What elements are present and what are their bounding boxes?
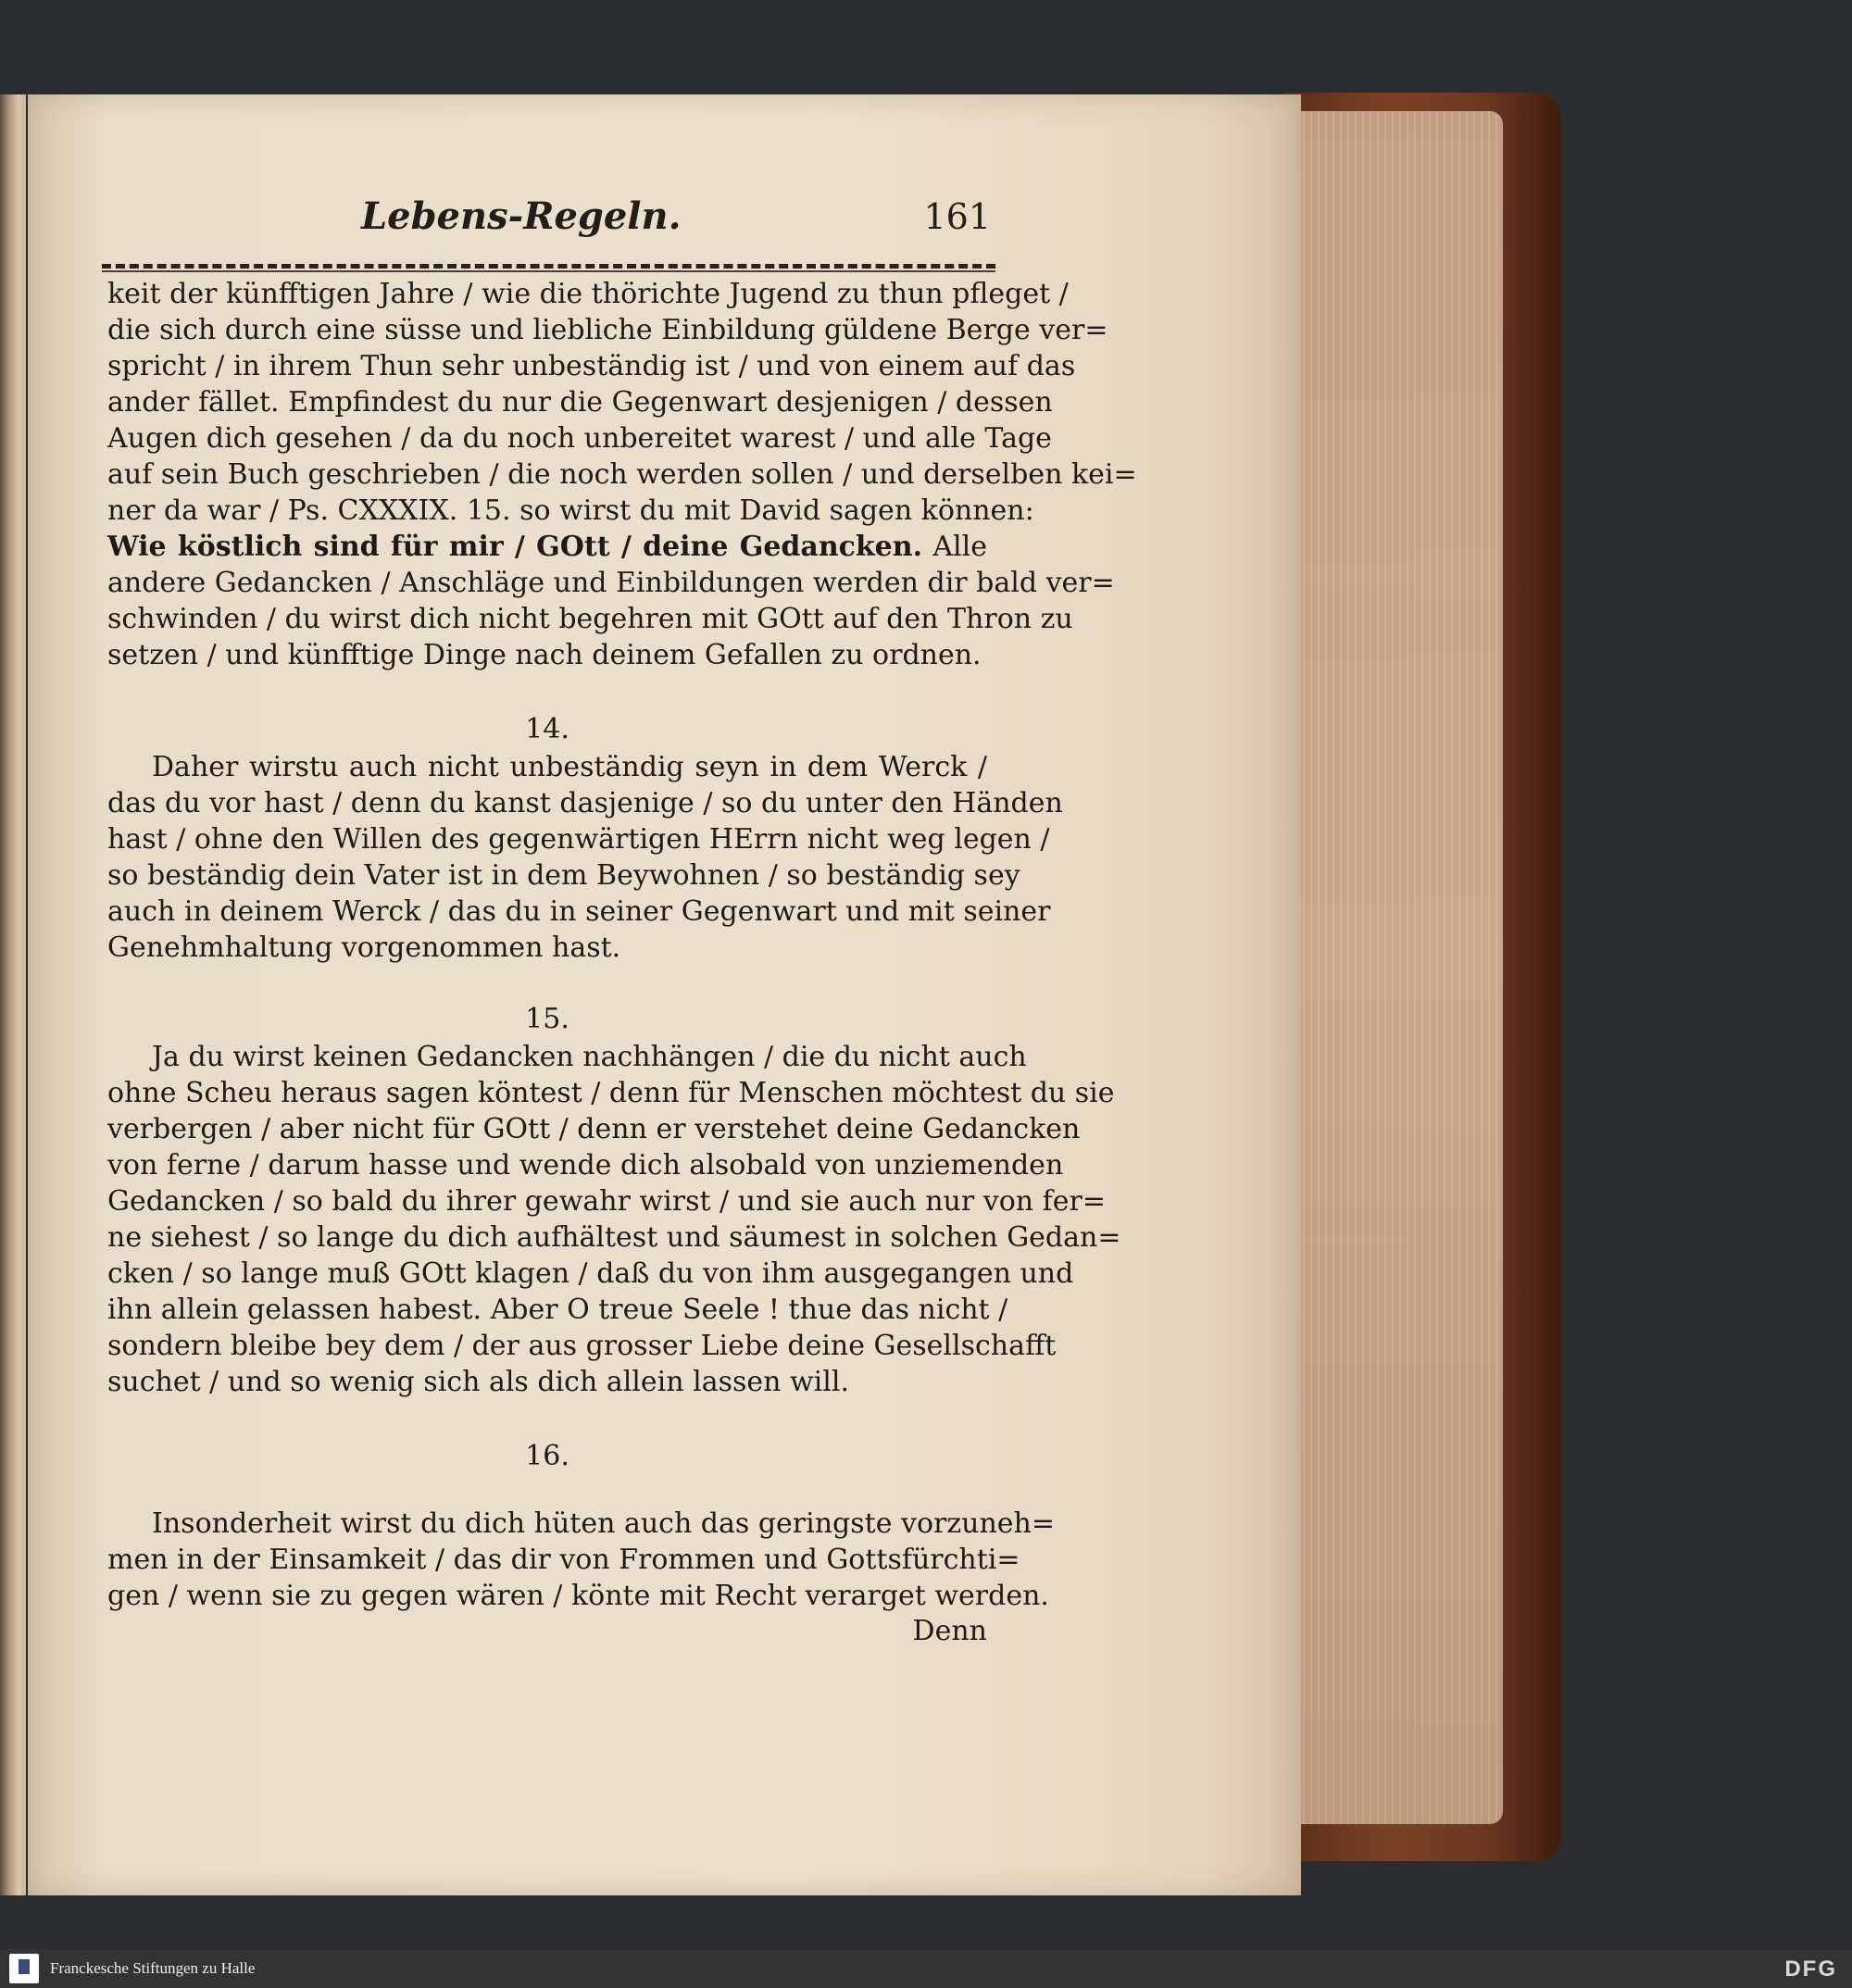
text-line: Daher wirstu auch nicht unbeständig seyn in dem Werck / xyxy=(152,751,987,783)
text-line: verbergen / aber nicht für GOtt / denn er verstehet deine Gedancken xyxy=(107,1113,1081,1145)
text-line: ne siehest / so lange du dich aufhältest und säumest in solchen Gedan= xyxy=(107,1221,1121,1254)
text-line: Gedancken / so bald du ihrer gewahr wirst / und sie auch nur von fer= xyxy=(107,1185,1106,1218)
text-line: sondern bleibe bey dem / der aus grosser Liebe deine Gesellschafft xyxy=(107,1330,1057,1362)
text-line: das du vor hast / denn du kanst dasjenige / so du unter den Händen xyxy=(107,787,1063,819)
section-number-16: 16. xyxy=(525,1440,569,1472)
text-line: ohne Scheu heraus sagen köntest / denn für Menschen möchtest du sie xyxy=(107,1077,1115,1109)
logo-mark xyxy=(19,1959,30,1974)
text-line: gen / wenn sie zu gegen wären / könte mit Recht verarget werden. xyxy=(107,1580,1049,1612)
section-number-14: 14. xyxy=(525,713,569,745)
facing-page-edge xyxy=(0,94,26,1895)
text-line: andere Gedancken / Anschläge und Einbildungen werden dir bald ver= xyxy=(107,567,1115,599)
text-line: suchet / und so wenig sich als dich allein lassen will. xyxy=(107,1366,849,1398)
bold-quote: Wie köstlich sind für mir / GOtt / deine Gedancken. xyxy=(107,531,923,563)
text-line: auf sein Buch geschrieben / die noch werden sollen / und derselben kei= xyxy=(107,458,1137,491)
section-15-text xyxy=(107,1039,1121,1400)
text-line: spricht / in ihrem Thun sehr unbeständig ist / und von einem auf das xyxy=(107,350,1076,382)
viewer-footer xyxy=(0,1949,1852,1988)
quote-line-rest: Alle xyxy=(932,531,987,563)
bold-quote-line xyxy=(107,529,987,565)
text-line: Augen dich gesehen / da du noch unbereitet warest / und alle Tage xyxy=(107,422,1052,455)
section-16-text xyxy=(107,1506,1055,1614)
dfg-logo[interactable]: DFG xyxy=(1784,1957,1837,1982)
paragraph-continuation xyxy=(107,276,1137,673)
text-line: ihn allein gelassen habest. Aber O treue Seele ! thue das nicht / xyxy=(107,1294,1008,1326)
text-line: cken / so lange muß GOtt klagen / daß du von ihm ausgegangen und xyxy=(107,1257,1074,1290)
text-line: schwinden / du wirst dich nicht begehren mit GOtt auf den Thron zu xyxy=(107,603,1073,635)
catchword: Denn xyxy=(912,1615,987,1647)
text-line: ner da war / Ps. CXXXIX. 15. so wirst du mit David sagen können: xyxy=(107,494,1034,527)
text-line: so beständig dein Vater ist in dem Beywohnen / so beständig sey xyxy=(107,859,1020,892)
text-line: ander fället. Empfindest du nur die Gegenwart desjenigen / dessen xyxy=(107,386,1053,419)
header-rule-thin xyxy=(102,270,995,272)
franckesche-stiftungen-logo-icon[interactable] xyxy=(9,1954,39,1983)
section-14-text xyxy=(107,749,1063,966)
text-line: Ja du wirst keinen Gedancken nachhängen / die du nicht auch xyxy=(152,1041,1027,1073)
institution-name[interactable]: Franckesche Stiftungen zu Halle xyxy=(50,1959,256,1977)
text-line: auch in deinem Werck / das du in seiner Gegenwart und mit seiner xyxy=(107,895,1051,928)
text-line: die sich durch eine süsse und liebliche Einbildung güldene Berge ver= xyxy=(107,314,1108,346)
page-number: 161 xyxy=(923,196,991,237)
text-line: keit der künfftigen Jahre / wie die thörichte Jugend zu thun pfleget / xyxy=(107,278,1069,310)
header-rule xyxy=(102,264,995,269)
text-line: men in der Einsamkeit / das dir von Frommen und Gottsfürchti= xyxy=(107,1544,1020,1576)
text-line: Genehmhaltung vorgenommen hast. xyxy=(107,931,621,964)
text-line: von ferne / darum hasse und wende dich alsobald von unziemenden xyxy=(107,1149,1064,1182)
running-title: Lebens-Regeln. xyxy=(361,194,682,238)
text-line: Insonderheit wirst du dich hüten auch das geringste vorzuneh= xyxy=(152,1507,1055,1540)
text-line: hast / ohne den Willen des gegenwärtigen HErrn nicht weg legen / xyxy=(107,823,1050,856)
text-line: setzen / und künfftige Dinge nach deinem Gefallen zu ordnen. xyxy=(107,639,982,671)
page-header xyxy=(102,194,991,250)
section-number-15: 15. xyxy=(525,1003,569,1035)
page-edges-shade xyxy=(1292,111,1503,1824)
